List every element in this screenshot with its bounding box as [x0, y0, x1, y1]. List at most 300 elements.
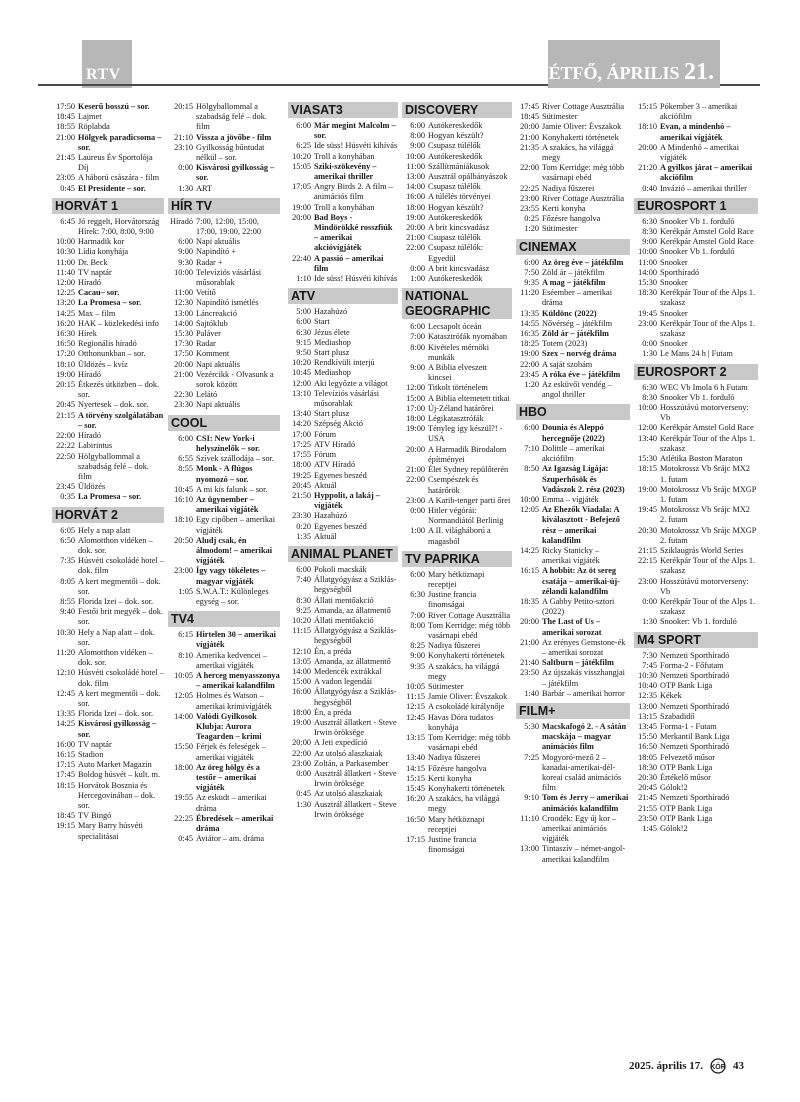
program-row [634, 742, 758, 752]
program-title: Alomotthon vidéken – dok. sor. [78, 535, 153, 555]
program-time: 20:45 [638, 783, 657, 793]
program-title: Laureus Év Sportolója Díj [78, 153, 153, 173]
program-row [168, 814, 280, 834]
program-time: 20:50 [174, 535, 193, 545]
program-time: 13:10 [292, 388, 311, 398]
program-row [288, 532, 398, 542]
program-title: Havas Dóra tudatos konyhája [428, 712, 494, 732]
program-time: 14:00 [292, 666, 311, 676]
program-time: 0:00 [178, 163, 193, 173]
program-title: Hírek [78, 329, 97, 339]
program-time: 9:35 [410, 661, 425, 671]
program-title: Harmadik kor [78, 237, 125, 247]
program-time: 6:00 [178, 237, 193, 247]
program-title: Ide süss! Húsvéti kihívás [314, 141, 398, 151]
program-row [168, 651, 280, 671]
program-time: 18:10 [174, 515, 193, 525]
program-title: A csokoládé királynője [428, 702, 505, 712]
program-row [52, 288, 164, 298]
program-row [288, 769, 398, 789]
program-title: Hitler végórái: Normandiától Berlinig [428, 505, 504, 526]
program-title: Kerti konyha [542, 204, 586, 214]
program-title: Röplabda [78, 122, 110, 132]
program-row [402, 172, 512, 182]
program-time: 17:15 [406, 835, 425, 844]
program-title: A kert megmentői – dok. sor. [78, 576, 161, 596]
program-title: Az öreg hölgy és a testőr – amerikai vígjáték [196, 762, 260, 793]
program-row [634, 423, 758, 433]
program-row [634, 526, 758, 546]
program-row [288, 565, 398, 575]
program-title: Croodék: Egy új kor – amerikai animációs vígjáték [542, 813, 617, 844]
program-time: 0:45 [296, 789, 311, 799]
program-time: 22:00 [520, 163, 539, 173]
program-title: Élet Sydney repülőterén [428, 465, 509, 475]
program-title: Tom Kerridge: még több vasárnapi ebéd [542, 163, 625, 183]
program-time: 22:00 [292, 748, 311, 758]
program-row [168, 712, 280, 743]
program-title: Csempészek és határőrök [428, 475, 479, 495]
program-title: Ide süss! Húsvéti kihívás [314, 274, 398, 284]
program-row [52, 268, 164, 278]
program-title: Sporthíradó [660, 267, 700, 277]
program-time: 14:15 [406, 763, 425, 773]
program-time: 21:00 [520, 132, 539, 142]
program-row [634, 597, 758, 617]
program-time: 12:05 [174, 691, 193, 701]
program-row [288, 379, 398, 389]
program-row [402, 621, 512, 641]
program-title: Stadion [78, 749, 104, 759]
program-row [52, 811, 164, 821]
program-row [52, 102, 164, 112]
program-time: 23:10 [174, 142, 193, 152]
program-title: A szakács, ha világgá megy [428, 661, 500, 681]
program-title: Az utolsó alaszkaiak [314, 748, 383, 758]
program-title: Már megint Malcolm – sor. [314, 121, 396, 141]
program-title: A törvény szolgálatában – sor. [78, 410, 164, 430]
column-1 [52, 102, 164, 842]
program-time: 11:00 [174, 288, 193, 298]
program-row [634, 403, 758, 423]
program-title: Keserű bosszú – sor. [78, 102, 150, 111]
channel-header: HÍR TV [168, 198, 280, 214]
program-title: Holmes és Watson – amerikai krimivígjáték [196, 691, 272, 711]
program-title: Kerékpár Tour of the Alps 1. szakasz [660, 318, 756, 339]
program-row [516, 194, 630, 204]
program-row [634, 163, 758, 183]
program-row [168, 339, 280, 349]
program-row [52, 173, 164, 183]
program-time: 6:30 [410, 590, 425, 600]
channel-header: HORVÁT 1 [52, 198, 164, 214]
program-title: Légikatasztrófák [428, 414, 484, 424]
program-row [288, 430, 398, 440]
program-row [516, 658, 630, 668]
program-title: Lelátó [196, 390, 218, 400]
channel-header: NATIONAL GEOGRAPHIC [402, 288, 512, 319]
program-row [634, 681, 758, 691]
program-time: 13:00 [174, 308, 193, 318]
channel-header: EUROSPORT 2 [634, 364, 758, 380]
program-title: Amanda, az állatmentő [314, 605, 391, 615]
program-title: Autókereskedők [428, 121, 483, 130]
program-title: A Harmadik Birodalom építményei [428, 444, 507, 464]
program-title: Max – film [78, 308, 116, 318]
program-time: 9:25 [296, 605, 311, 615]
program-title: Mary Barry húsvéti specialitásai [78, 821, 143, 841]
program-title: Étkezés útközben – dok. sor. [78, 380, 160, 400]
program-row [516, 143, 630, 163]
program-row [634, 102, 758, 122]
program-row [288, 626, 398, 646]
program-row [402, 223, 512, 233]
program-time: 16:00 [406, 192, 425, 202]
program-row [52, 607, 164, 627]
program-time: 21:00 [174, 369, 193, 379]
program-row [634, 691, 758, 701]
program-time: 7:00 [410, 610, 425, 620]
program-time: 15:45 [406, 783, 425, 793]
program-row [516, 722, 630, 753]
program-time: 11:20 [56, 647, 75, 657]
program-row [634, 143, 758, 163]
program-row [402, 733, 512, 753]
program-time: 22:15 [638, 556, 657, 566]
program-title: Amanda, az állatmentő [314, 656, 391, 666]
program-row [516, 668, 630, 688]
program-row [288, 677, 398, 687]
program-time: 21:15 [638, 545, 657, 555]
program-title: Sziki-szökevény – amerikai thriller [314, 161, 377, 182]
program-row [634, 651, 758, 661]
program-title: Gólok!2 [660, 783, 688, 793]
program-time: 12:15 [406, 702, 425, 712]
program-title: Aktuál [314, 531, 337, 541]
program-title: Állatgyógyász a Sziklás-hegységből [314, 687, 397, 707]
program-row [52, 217, 164, 237]
program-title: Sütimester [428, 681, 464, 691]
program-row [402, 815, 512, 835]
program-time: 11:20 [520, 288, 539, 298]
program-title: Kivételes mérnöki munkák [428, 342, 490, 362]
program-title: Az ügynember – amerikai vígjáték [196, 494, 259, 515]
program-time: 16:20 [56, 318, 75, 328]
program-title: A II. világháború a magasból [428, 526, 491, 546]
program-title: Snooker [660, 308, 688, 318]
program-time: 21:55 [638, 803, 657, 813]
program-time: 6:00 [410, 569, 425, 579]
program-row [634, 793, 758, 803]
program-title: Szállítmániákusok [428, 161, 490, 171]
program-time: 10:30 [638, 670, 657, 680]
program-time: 14:25 [520, 545, 539, 555]
program-time: 18:10 [56, 359, 75, 369]
program-title: Saltburn – játékfilm [542, 658, 614, 668]
program-time: 9:30 [178, 257, 193, 267]
program-time: 13:00 [520, 844, 539, 854]
program-time: 23:45 [56, 482, 75, 492]
program-title: Televíziós vásárlási műsorablak [314, 388, 380, 409]
day-number: 21. [684, 59, 714, 85]
program-title: OTP Bank Liga [660, 762, 713, 772]
program-title: Én, a préda [314, 646, 352, 656]
program-time: 18:35 [520, 596, 539, 606]
program-row [168, 319, 280, 329]
program-row [402, 692, 512, 702]
channel-header: M4 SPORT [634, 632, 758, 648]
program-time: 10:00 [406, 151, 425, 161]
program-title: Hazahúzó [314, 511, 348, 521]
program-row [52, 719, 164, 739]
program-title: Radar + [196, 257, 223, 267]
program-time: 20:00 [174, 359, 193, 369]
program-time: 18:25 [520, 339, 539, 349]
program-title: Az utolsó alaszkaiak [314, 789, 383, 799]
program-title: Az újszakás visszhangjai – játékfilm [542, 668, 625, 688]
program-row [634, 661, 758, 671]
program-title: Atlétika Boston Maraton [660, 454, 743, 464]
program-title: Le Mans 24 h | Futam [660, 349, 733, 359]
program-title: Férjek és feleségek – amerikai vígjáték [196, 742, 266, 762]
program-row [634, 464, 758, 484]
program-row [402, 424, 512, 444]
program-title: Kerékpár Amstel Gold Race [660, 423, 754, 433]
program-time: 18:00 [406, 202, 425, 212]
program-time: 19:15 [56, 821, 75, 831]
program-title: 7:00, 12:00, 15:00, 17:00, 19:00, 22:00 [196, 216, 261, 237]
program-time: 8:25 [410, 641, 425, 651]
program-title: Troll a konyhában [314, 202, 375, 212]
program-row [634, 753, 758, 763]
channel-header: HORVÁT 2 [52, 507, 164, 523]
channel-header: COOL [168, 415, 280, 431]
program-time: 7:40 [296, 575, 311, 585]
program-time: 1:45 [642, 824, 657, 833]
program-time: 17:45 [56, 770, 75, 780]
program-time: 13:00 [638, 701, 657, 711]
program-time: 16:20 [406, 794, 425, 804]
program-title: Ébredések – amerikai dráma [196, 813, 274, 833]
program-title: Autókereskedők [428, 274, 483, 284]
program-time: 18:00 [406, 414, 425, 424]
program-row [288, 182, 398, 202]
program-row [52, 122, 164, 132]
program-row [634, 763, 758, 773]
program-row [168, 247, 280, 257]
program-title: A szakács, ha világgá megy [428, 794, 500, 814]
program-time: 11:00 [56, 257, 75, 267]
program-title: Forma-1 - Futam [660, 721, 717, 731]
program-title: Nemzeti Sporthíradó [660, 650, 730, 660]
program-row [402, 332, 512, 342]
program-title: Konyhakerti történetek [428, 783, 505, 793]
program-row [516, 814, 630, 845]
program-row [52, 153, 164, 173]
program-title: Start [314, 317, 330, 327]
program-row [402, 475, 512, 495]
program-time: 6:05 [60, 525, 75, 535]
program-row [288, 667, 398, 677]
program-row [168, 360, 280, 370]
program-row [288, 575, 398, 595]
program-time: 0:00 [296, 768, 311, 778]
program-row [288, 328, 398, 338]
program-row [168, 400, 280, 410]
program-time: 21:45 [638, 793, 657, 803]
program-time: 1:00 [410, 526, 425, 536]
program-time: 12:35 [638, 691, 657, 701]
program-time: 19:00 [406, 424, 425, 434]
program-time: 20:00 [406, 223, 425, 233]
program-row [52, 577, 164, 597]
program-time: 23:00 [174, 566, 193, 576]
program-title: Csupasz túlélők [428, 182, 481, 192]
program-row [288, 358, 398, 368]
program-row [168, 102, 280, 133]
program-title: Eséember – amerikai dráma [542, 288, 613, 308]
program-time: 17:45 [520, 102, 539, 111]
program-time: 17:00 [292, 429, 311, 439]
program-title: Florida Izei – dok. sor. [78, 709, 154, 719]
program-time: 8:30 [642, 227, 657, 237]
program-title: Főzésre hangolva [542, 214, 601, 224]
program-time: 10:00 [638, 247, 657, 257]
program-time: 6:15 [178, 630, 193, 640]
program-time: 0:45 [60, 183, 75, 193]
program-title: Mogyoró-mező 2 – kanadai-amerikai-dél-koreai család animációs film [542, 752, 622, 793]
program-time: 21:45 [56, 153, 75, 163]
program-title: Napi aktuális [196, 400, 241, 410]
program-row [168, 587, 280, 607]
program-row [168, 434, 280, 454]
program-time: 17:15 [56, 760, 75, 770]
program-row [168, 288, 280, 298]
program-title: Ricky Stanicky – amerikai vígjáték [542, 545, 600, 566]
program-title: A hobbit: Az öt sereg csatája – amerikai-új-zélandi kalandfilm [542, 566, 620, 596]
program-row [402, 192, 512, 202]
program-row [402, 404, 512, 414]
program-title: Tényleg így készül?! - USA [428, 424, 503, 444]
program-time: 22:30 [174, 390, 193, 400]
program-row [52, 750, 164, 760]
program-row [168, 630, 280, 650]
channel-header: TV PAPRIKA [402, 551, 512, 567]
program-row [168, 793, 280, 813]
program-time: 0:35 [60, 492, 75, 502]
program-title: El Presidente – sor. [78, 183, 146, 193]
program-title: Láncreakció [196, 308, 237, 318]
program-title: Az öreg éve – játékfilm [542, 257, 624, 267]
program-row [634, 783, 758, 793]
program-time: 11:15 [292, 626, 311, 636]
program-title: Kerékpár Tour of the Alps 1. szakasz [660, 433, 756, 453]
program-row [516, 597, 630, 617]
program-row [288, 348, 398, 358]
column-6 [634, 102, 758, 834]
program-row [168, 390, 280, 400]
program-title: Cacau– sor. [78, 288, 120, 298]
program-time: 10:20 [292, 358, 311, 368]
program-row [634, 258, 758, 268]
program-title: CSI: New York-i helyszínelők – sor. [196, 433, 261, 453]
program-row [168, 184, 280, 194]
program-row [402, 213, 512, 223]
program-title: Bad Boys - Mindörökké rosszfiúk – amerikai akcióvígjáték [314, 212, 393, 253]
program-row [288, 708, 398, 718]
program-time: 1:30 [642, 617, 657, 627]
program-title: Jamie Oliver: Évszakok [428, 692, 508, 702]
program-row [288, 522, 398, 532]
program-row [516, 278, 630, 288]
program-row [516, 380, 630, 400]
channel-header: TV4 [168, 611, 280, 627]
program-row [288, 647, 398, 657]
program-title: A mi kis falunk – sor. [196, 484, 268, 494]
program-time: 1:00 [410, 274, 425, 284]
column-2 [168, 102, 280, 844]
program-title: Start plusz [314, 348, 350, 358]
program-row [52, 492, 164, 502]
channel-header: VIASAT3 [288, 102, 398, 118]
program-time: 8:55 [60, 596, 75, 606]
program-title: Húsvéti csokoládé hotel – dok. film [78, 668, 164, 688]
program-time: 23:50 [638, 813, 657, 823]
program-row [402, 590, 512, 610]
program-title: Főzésre hangolva [428, 763, 487, 773]
program-title: Hölgyek paradicsoma – sor. [78, 132, 162, 152]
program-row [402, 233, 512, 243]
program-title: Labirintus [78, 441, 113, 451]
program-time: 23:05 [56, 173, 75, 183]
program-row [288, 440, 398, 450]
program-title: Justine francia finomságai [428, 835, 477, 855]
program-row [52, 740, 164, 750]
program-title: Napi aktuális [196, 359, 241, 369]
program-row [402, 363, 512, 383]
program-title: Húsvéti csokoládé hotel – dok. film [78, 556, 164, 576]
program-time: 0:25 [524, 214, 539, 224]
program-title: Pókember 3 – amerikai akciófilm [660, 102, 738, 122]
program-row [52, 760, 164, 770]
program-row [168, 349, 280, 359]
program-row [168, 258, 280, 268]
program-time: 21:10 [174, 132, 193, 142]
program-title: A mag – játékfilm [542, 278, 606, 288]
program-title: A brit kincsvadász [428, 263, 490, 273]
program-title: Kerékpár Tour of the Alps 1. szakasz [660, 596, 756, 617]
program-time: 22:00 [406, 475, 425, 485]
program-time: 21:20 [638, 163, 657, 173]
program-title: Snooker Vb 1. forduló [660, 247, 735, 257]
program-title: Mediashop [314, 337, 351, 347]
program-row [52, 370, 164, 380]
program-time: 8:55 [178, 464, 193, 474]
program-time: 15:00 [292, 677, 311, 687]
program-time: 20:15 [174, 102, 193, 111]
program-title: Tom és Jerry – amerikai animációs kalandfilm [542, 793, 629, 813]
program-row [634, 712, 758, 722]
channel-header: ATV [288, 288, 398, 304]
program-title: Felvezető műsor [660, 752, 716, 762]
program-row [516, 753, 630, 794]
program-time: 14:00 [638, 267, 657, 277]
program-title: Ausztrál állatkert - Steve Irwin öröksége [314, 717, 397, 738]
program-time: 17:50 [56, 102, 75, 111]
program-title: A gyilkos járat – amerikai akciófilm [660, 163, 753, 183]
program-row [634, 309, 758, 319]
program-title: Snooker Vb 1. forduló [660, 216, 735, 226]
